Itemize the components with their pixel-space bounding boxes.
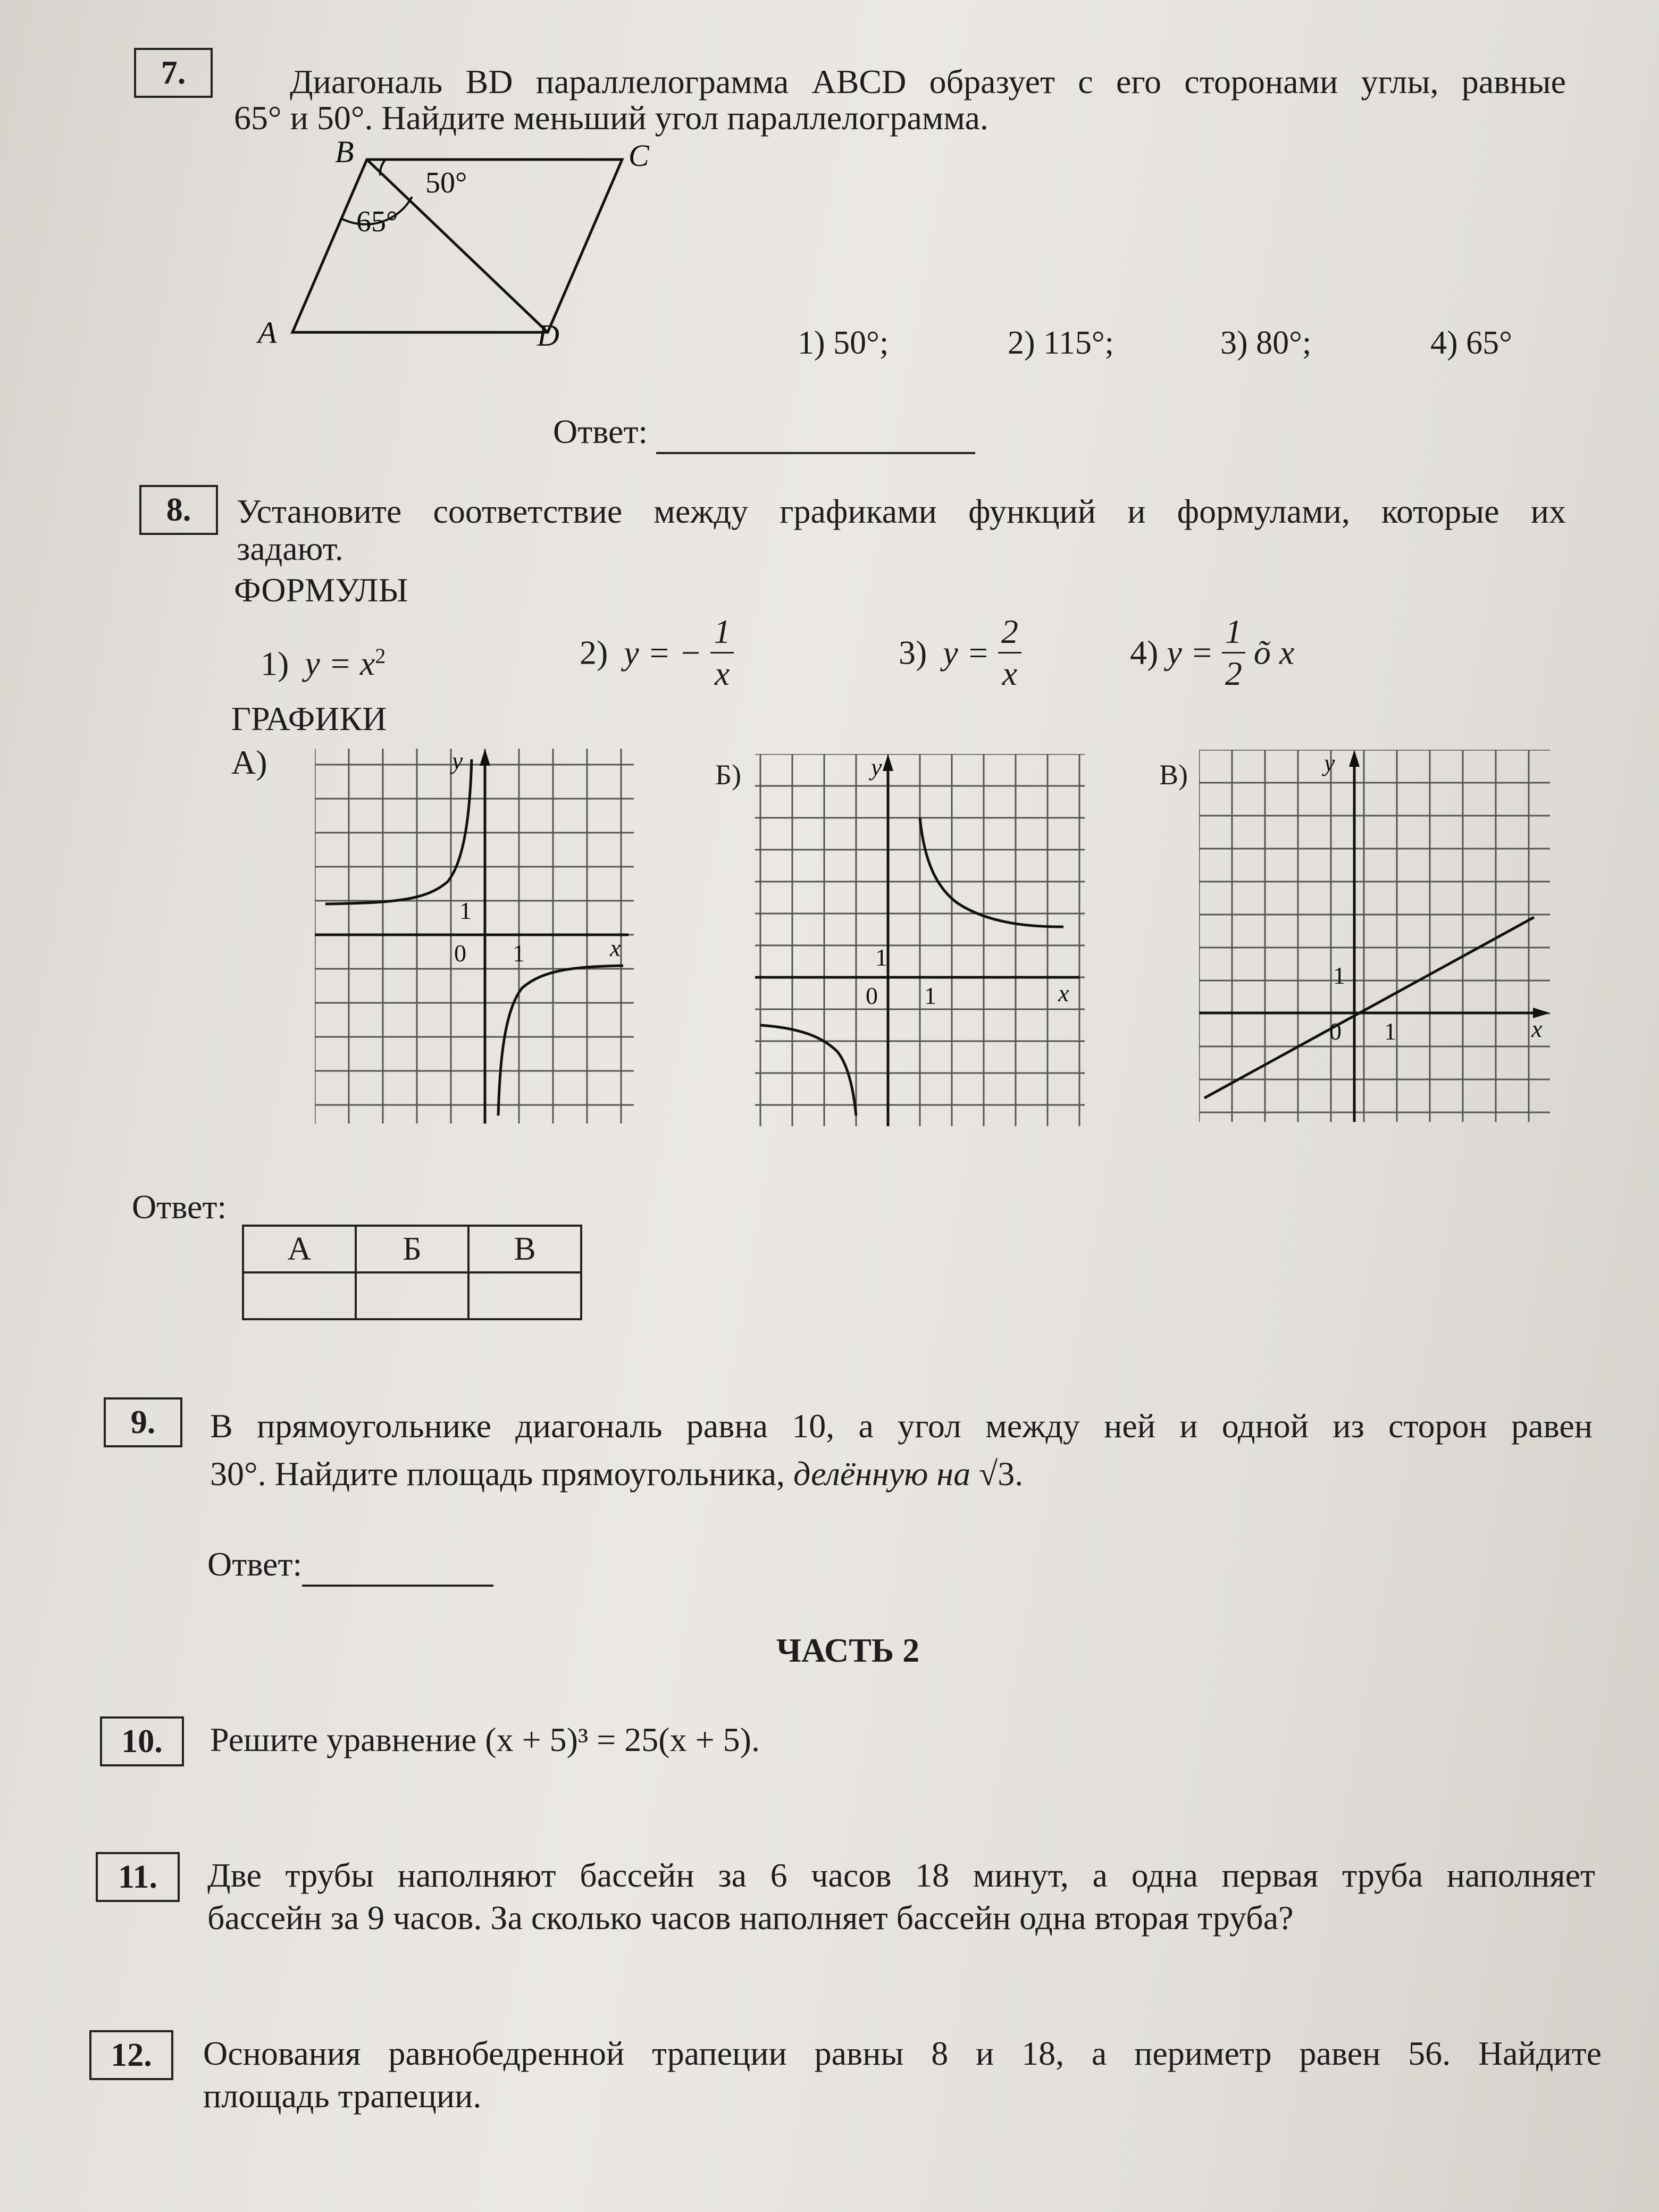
task11-number: 11. [96, 1852, 180, 1902]
graph-b-one-y: 1 [875, 944, 887, 971]
formula-1-exponent: 2 [375, 644, 386, 668]
formula-4 [1130, 611, 1294, 694]
graph-c-y-label: y [1324, 750, 1335, 776]
task10-text: Решите уравнение (x + 5)³ = 25(x + 5). [210, 1721, 760, 1758]
vertex-a-label: A [258, 315, 277, 350]
graph-c-one-x: 1 [1384, 1018, 1396, 1045]
formula-4-lhs: y = [1167, 633, 1213, 672]
task8-answer-table [242, 1225, 582, 1320]
task9-text-line2-a: 30°. Найдите площадь прямоугольника, [210, 1455, 793, 1493]
vertex-b-label: B [335, 138, 354, 169]
angle-50-label: 50° [425, 166, 467, 199]
graph-a-one-y: 1 [459, 897, 472, 924]
task9-sqrt3: √3. [979, 1455, 1024, 1493]
graph-c-line [1204, 917, 1534, 1098]
graph-c [1199, 750, 1550, 1122]
task9-text-line2-b: делённую на [793, 1455, 971, 1493]
graph-c-letter: В) [1159, 759, 1188, 791]
task7-answer-field[interactable] [656, 420, 975, 454]
formula-1-expr: y = x [305, 644, 375, 683]
graph-b-y-label: y [871, 754, 882, 781]
task9-answer [207, 1542, 493, 1587]
graph-a-x-label: x [610, 934, 621, 961]
task11-text-line2: бассейн за 9 часов. За сколько часов наполняет бассейн одна вторая труба? [207, 1899, 1294, 1937]
formula-1 [261, 634, 386, 686]
answer-cell-a[interactable] [243, 1272, 356, 1319]
task8-number: 8. [139, 485, 218, 535]
graph-b [755, 754, 1085, 1126]
graph-b-curve-right [920, 818, 1063, 927]
graph-a-curve-right [498, 966, 623, 1116]
graph-a-zero: 0 [454, 940, 466, 967]
angle-65-label: 65° [356, 205, 398, 238]
parallelogram-figure [250, 138, 686, 362]
graph-b-y-arrow [883, 754, 893, 771]
graph-a-y-label: y [452, 749, 463, 774]
formula-2-lhs: y = − [624, 633, 702, 672]
task7-text-line1: Диагональ BD параллелограмма ABCD образует с его сторонами углы, равные [290, 63, 1566, 100]
graph-b-x-label: x [1058, 979, 1069, 1007]
graphs-heading: ГРАФИКИ [231, 700, 387, 738]
graph-b-curve-left [760, 1025, 856, 1116]
vertex-d-label: D [537, 318, 559, 353]
task8-text-line2: задают. [237, 530, 343, 567]
task10-number: 10. [100, 1716, 184, 1766]
task8-answer-label: Ответ: [132, 1188, 227, 1226]
graph-b-zero: 0 [866, 982, 878, 1009]
graph-c-one-y: 1 [1333, 962, 1345, 989]
formula-4-fraction: $\frac{1}{2}$ [1222, 611, 1245, 694]
task9-answer-label: Ответ: [207, 1545, 303, 1583]
answer-header-c: В [468, 1226, 581, 1272]
graph-a-letter: А) [231, 743, 267, 781]
task7-text-line2: 65° и 50°. Найдите меньший угол параллелограмма. [234, 99, 988, 137]
task9-text-line1: В прямоугольнике диагональ равна 10, а угол между ней и одной из сторон равен [210, 1407, 1593, 1445]
formula-2-label: 2) [580, 633, 608, 672]
answer-header-a: А [243, 1226, 356, 1272]
part2-heading: ЧАСТЬ 2 [776, 1631, 920, 1669]
task7-option-2: 2) 115°; [1008, 325, 1114, 361]
task7-option-1: 1) 50°; [798, 325, 889, 361]
task8-text-line1: Установите соответствие между графиками функций и формулами, которые их [237, 492, 1566, 530]
task9-text-line2 [210, 1452, 1023, 1496]
answer-cell-c[interactable] [468, 1272, 581, 1319]
task7-answer-label: Ответ: [553, 413, 648, 450]
formula-3-fraction: $\frac{2}{x}$ [998, 611, 1021, 694]
formula-3-lhs: y = [943, 633, 990, 672]
formula-4-tail: õ x [1253, 633, 1295, 672]
formula-3 [899, 611, 1021, 694]
task12-text-line2: площадь трапеции. [203, 2077, 482, 2115]
task12-number: 12. [89, 2030, 173, 2080]
graph-b-letter: Б) [715, 759, 741, 791]
graph-c-x-label: x [1531, 1015, 1543, 1042]
formula-1-label: 1) [261, 644, 289, 683]
task9-answer-field[interactable] [302, 1553, 493, 1587]
answer-cell-b[interactable] [356, 1272, 468, 1319]
task11-text-line1: Две трубы наполняют бассейн за 6 часов 18 минут, а одна первая труба наполняет [207, 1856, 1595, 1894]
formula-3-label: 3) [899, 633, 927, 672]
answer-header-b: Б [356, 1226, 468, 1272]
task7-option-4: 4) 65° [1430, 325, 1512, 361]
task7-option-3: 3) 80°; [1220, 325, 1312, 361]
task7-number: 7. [134, 48, 213, 98]
graph-a-one-x: 1 [513, 940, 525, 967]
graph-b-grid [755, 754, 1085, 1126]
graph-a [315, 749, 634, 1124]
vertex-c-label: C [629, 138, 649, 173]
task12-text-line1: Основания равнобедренной трапеции равны 8 и 18, а периметр равен 56. Найдите [203, 2034, 1602, 2072]
formula-2 [580, 611, 734, 694]
graph-b-one-x: 1 [924, 982, 936, 1009]
formula-2-fraction: $\frac{1}{x}$ [710, 611, 734, 694]
graph-a-curve-left [325, 759, 472, 904]
graph-a-y-arrow [480, 749, 490, 766]
task9-number: 9. [104, 1397, 182, 1447]
graph-c-y-arrow [1349, 750, 1360, 767]
formula-4-label: 4) [1130, 633, 1159, 672]
graph-c-zero: 0 [1329, 1018, 1342, 1045]
formulas-heading: ФОРМУЛЫ [234, 571, 408, 609]
task7-answer [553, 409, 975, 454]
